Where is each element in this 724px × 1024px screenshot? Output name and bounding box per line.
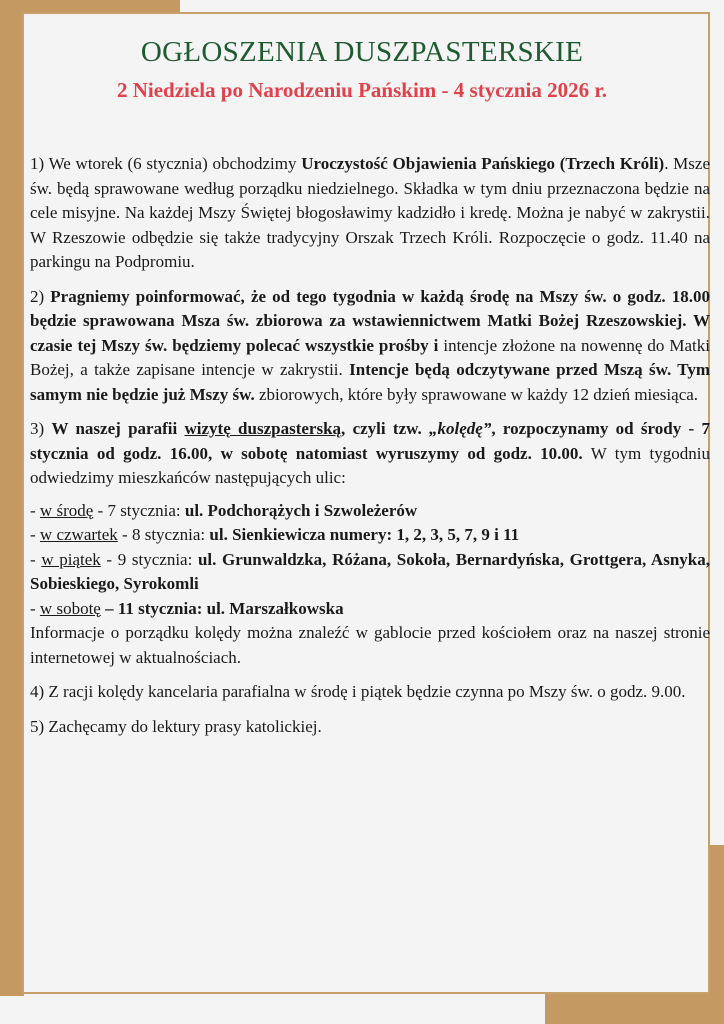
- visit-date: - 9 stycznia:: [100, 549, 198, 569]
- visit-streets: – 11 stycznia: ul. Marszałkowska: [100, 598, 344, 618]
- text: W tym tygodniu odwiedzimy mieszkańców następujących ulic:: [30, 443, 710, 487]
- text-underlined: wizytę duszpasterską: [184, 419, 342, 438]
- decor-left-strip: [0, 0, 24, 996]
- visit-info: Informacje o porządku kolędy można znaleźć w gablocie przed kościołem oraz na naszej stronie internetowej w aktualnościach.: [30, 623, 710, 667]
- visit-item: [30, 548, 710, 597]
- visit-streets: ul. Grunwaldzka, Różana, Sokoła, Bernardyńska, Grottgera, Asnyka, Sobieskiego, Syrokomli: [30, 549, 710, 593]
- visit-streets: ul. Sienkiewicza numery: 1, 2, 3, 5, 7, 9 i 11: [209, 525, 520, 544]
- announcement-4: 4) Z racji kolędy kancelaria parafialna w środę i piątek będzie czynna po Mszy św. o godz. 9.00.: [30, 682, 686, 701]
- visit-schedule: [30, 499, 710, 622]
- page-subtitle: 2 Niedziela po Narodzeniu Pańskim - 4 stycznia 2026 r.: [116, 78, 607, 102]
- visit-day: w czwartek: [39, 525, 118, 544]
- dash: -: [30, 500, 40, 520]
- visit-item: [30, 499, 710, 524]
- text: 1) We wtorek (6 stycznia) obchodzimy: [30, 154, 302, 173]
- page-title: OGŁOSZENIA DUSZPASTERSKIE: [140, 36, 584, 68]
- dash: -: [30, 549, 42, 569]
- visit-day: w sobotę: [39, 598, 101, 618]
- text-bold: Pragniemy poinformować, że od tego tygodnia w każdą środę na Mszy św. o godz. 18.00 będzie sprawowana Msza św. zbiorowa za wstawiennictwem Matki Bożej Rzeszowskiej. W czasie tej Mszy św. będziemy polecać wszystkie prośby i: [30, 286, 710, 355]
- announcement-5: 5) Zachęcamy do lektury prasy katolickiej.: [30, 716, 322, 736]
- text-bold: , rozpoczynamy od środy - 7 stycznia od godz. 16.00, w sobotę natomiast wyruszymy od godz. 10.00.: [30, 419, 710, 463]
- dash: -: [30, 598, 40, 618]
- text-bold: , czyli tzw.: [341, 419, 430, 438]
- decor-right-strip: [708, 845, 724, 1024]
- text: 3): [30, 419, 52, 438]
- text-bold: W naszej parafii: [51, 419, 185, 438]
- feast-name: Uroczystość Objawienia Pańskiego (Trzech Króli): [301, 154, 665, 173]
- text: zbiorowych, które były sprawowane w każdy 12 dzień miesiąca.: [259, 384, 699, 404]
- announcements: [30, 152, 710, 749]
- visit-item: [30, 597, 710, 622]
- visit-date: - 8 stycznia:: [117, 525, 210, 544]
- text: . Msze św. będą sprawowane według porządku niedzielnego. Składka w tym dniu przeznaczona będzie na cele misyjne. Na każdej Mszy Świętej błogosławimy kadzidło i kredę. Można je nabyć w zakrystii. W Rzeszowie odbędzie się także tradycyjny Orszak Trzech Króli. Rozpoczęcie o godz. 11.40 na parkingu na Podpromiu.: [30, 154, 710, 271]
- dash: -: [30, 525, 40, 544]
- announcement-1: [30, 152, 710, 275]
- visit-item: [30, 523, 710, 548]
- text-italic: „kolędę”: [429, 419, 492, 438]
- text: intencje złożone na nowennę do Matki Bożej, a także zapisane intencje w zakrystii.: [30, 335, 711, 379]
- visit-day: w piątek: [41, 549, 101, 569]
- visit-day: w środę: [39, 500, 94, 520]
- visit-streets: ul. Podchorążych i Szwoleżerów: [184, 500, 418, 520]
- visit-date: - 7 stycznia:: [93, 500, 185, 520]
- decor-bottom-right-block: [545, 994, 724, 1024]
- text-bold: Intencje będą odczytywane przed Mszą św. Tym samym nie będzie już Mszy św.: [30, 360, 711, 404]
- announcement-2: [30, 285, 710, 408]
- announcement-3: [30, 417, 710, 491]
- text: 2): [30, 286, 51, 306]
